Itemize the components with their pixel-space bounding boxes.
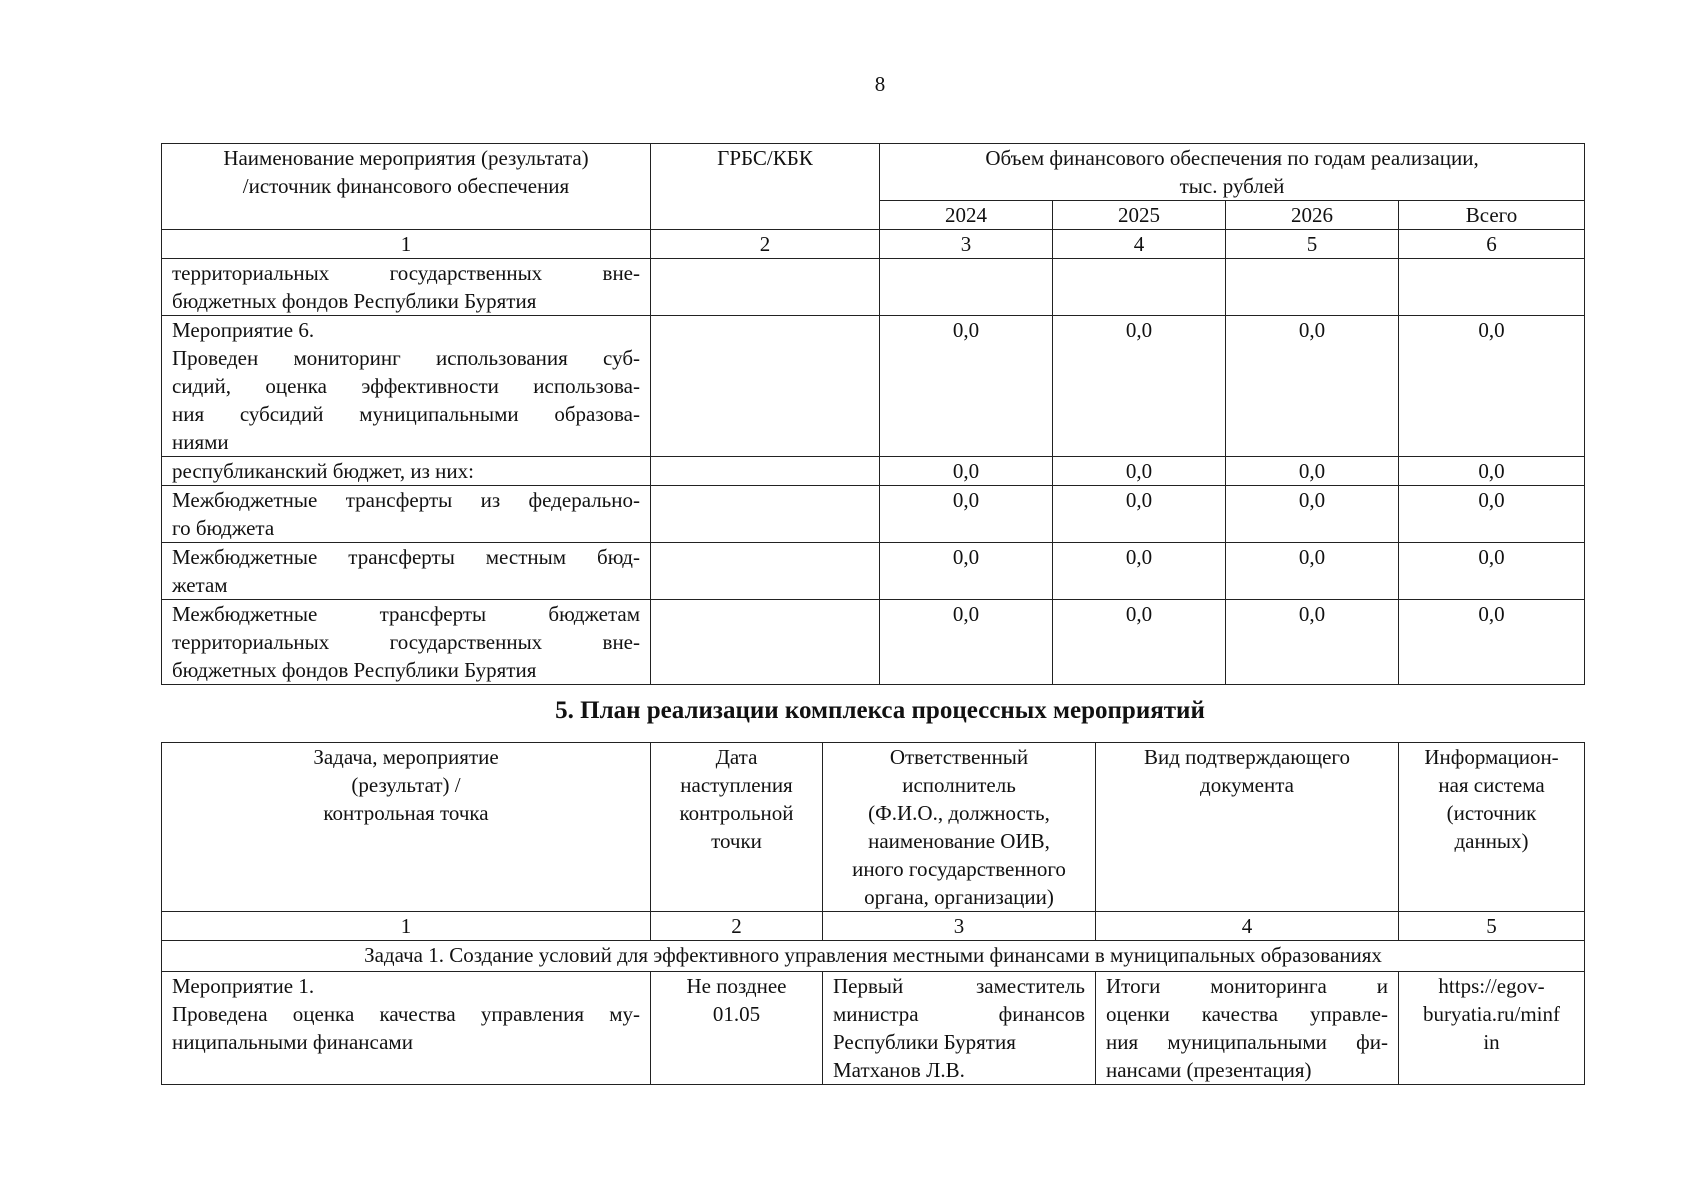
- col-number: 5: [1399, 912, 1585, 941]
- col-number: 2: [651, 230, 880, 259]
- row-value: [880, 259, 1053, 316]
- row-kbk: [651, 259, 880, 316]
- row-kbk: [651, 316, 880, 457]
- row-value: 0,0: [1053, 316, 1226, 457]
- row-responsible: Первый заместитель министра финансов Республики Бурятия Матханов Л.В.: [823, 972, 1096, 1085]
- row-value: 0,0: [880, 600, 1053, 685]
- row-value: 0,0: [1399, 600, 1585, 685]
- header-name: Наименование мероприятия (результата) /источник финансового обеспечения: [162, 144, 651, 230]
- row-value: 0,0: [1399, 457, 1585, 486]
- header-grbs: ГРБС/КБК: [651, 144, 880, 230]
- task-row: Задача 1. Создание условий для эффективного управления местными финансами в муниципальных образованиях: [162, 941, 1585, 972]
- row-date: Не позднее 01.05: [651, 972, 823, 1085]
- row-value: 0,0: [880, 486, 1053, 543]
- row-value: [1399, 259, 1585, 316]
- col-number: 4: [1053, 230, 1226, 259]
- table-row: [162, 972, 1585, 1085]
- table-row: [162, 457, 1585, 486]
- row-kbk: [651, 600, 880, 685]
- row-name: территориальных государственных вне- бюджетных фондов Республики Бурятия: [162, 259, 651, 316]
- row-value: 0,0: [880, 457, 1053, 486]
- header-year: 2024: [880, 201, 1053, 230]
- row-value: 0,0: [1399, 316, 1585, 457]
- col-number: 3: [880, 230, 1053, 259]
- row-name: республиканский бюджет, из них:: [162, 457, 651, 486]
- row-value: 0,0: [880, 316, 1053, 457]
- row-name: Межбюджетные трансферты бюджетам территориальных государственных вне- бюджетных фондов Республики Бурятия: [162, 600, 651, 685]
- table-row: [162, 316, 1585, 457]
- row-kbk: [651, 457, 880, 486]
- header-infosystem: Информацион- ная система (источник данных): [1399, 743, 1585, 912]
- row-value: 0,0: [1053, 486, 1226, 543]
- header-date: Дата наступления контрольной точки: [651, 743, 823, 912]
- row-value: 0,0: [1053, 457, 1226, 486]
- col-number: 5: [1226, 230, 1399, 259]
- row-document: Итоги мониторинга и оценки качества управле- ния муниципальными фи- нансами (презентация): [1096, 972, 1399, 1085]
- row-task: Мероприятие 1. Проведена оценка качества управления му- ниципальными финансами: [162, 972, 651, 1085]
- col-number: 4: [1096, 912, 1399, 941]
- table-row: [162, 600, 1585, 685]
- row-value: 0,0: [880, 543, 1053, 600]
- table-row: [162, 543, 1585, 600]
- header-document: Вид подтверждающего документа: [1096, 743, 1399, 912]
- row-name: Мероприятие 6. Проведен мониторинг использования суб- сидий, оценка эффективности использова- ния субсидий муниципальными образова- ниями: [162, 316, 651, 457]
- row-value: 0,0: [1226, 316, 1399, 457]
- header-responsible: Ответственный исполнитель (Ф.И.О., должность, наименование ОИВ, иного государственного органа, организации): [823, 743, 1096, 912]
- row-name: Межбюджетные трансферты из федерально- го бюджета: [162, 486, 651, 543]
- col-number: 1: [162, 912, 651, 941]
- row-value: 0,0: [1226, 543, 1399, 600]
- row-value: 0,0: [1226, 457, 1399, 486]
- header-year: 2025: [1053, 201, 1226, 230]
- plan-table: [161, 742, 1585, 1085]
- financing-table: [161, 143, 1585, 685]
- table-row: [162, 259, 1585, 316]
- row-value: 0,0: [1399, 486, 1585, 543]
- row-infosystem-link[interactable]: https://egov- buryatia.ru/minf in: [1399, 972, 1585, 1085]
- header-volume: Объем финансового обеспечения по годам реализации, тыс. рублей: [880, 144, 1585, 201]
- section-title: 5. План реализации комплекса процессных мероприятий: [555, 697, 1205, 724]
- row-name: Межбюджетные трансферты местным бюд- жетам: [162, 543, 651, 600]
- col-number: 1: [162, 230, 651, 259]
- row-value: 0,0: [1226, 486, 1399, 543]
- row-value: 0,0: [1226, 600, 1399, 685]
- row-value: 0,0: [1053, 543, 1226, 600]
- col-number: 6: [1399, 230, 1585, 259]
- header-year: Всего: [1399, 201, 1585, 230]
- row-kbk: [651, 486, 880, 543]
- table-row: [162, 486, 1585, 543]
- header-year: 2026: [1226, 201, 1399, 230]
- row-value: 0,0: [1399, 543, 1585, 600]
- col-number: 2: [651, 912, 823, 941]
- row-value: [1053, 259, 1226, 316]
- header-task: Задача, мероприятие (результат) / контрольная точка: [162, 743, 651, 912]
- row-value: [1226, 259, 1399, 316]
- page-number: 8: [874, 72, 886, 96]
- row-kbk: [651, 543, 880, 600]
- row-value: 0,0: [1053, 600, 1226, 685]
- col-number: 3: [823, 912, 1096, 941]
